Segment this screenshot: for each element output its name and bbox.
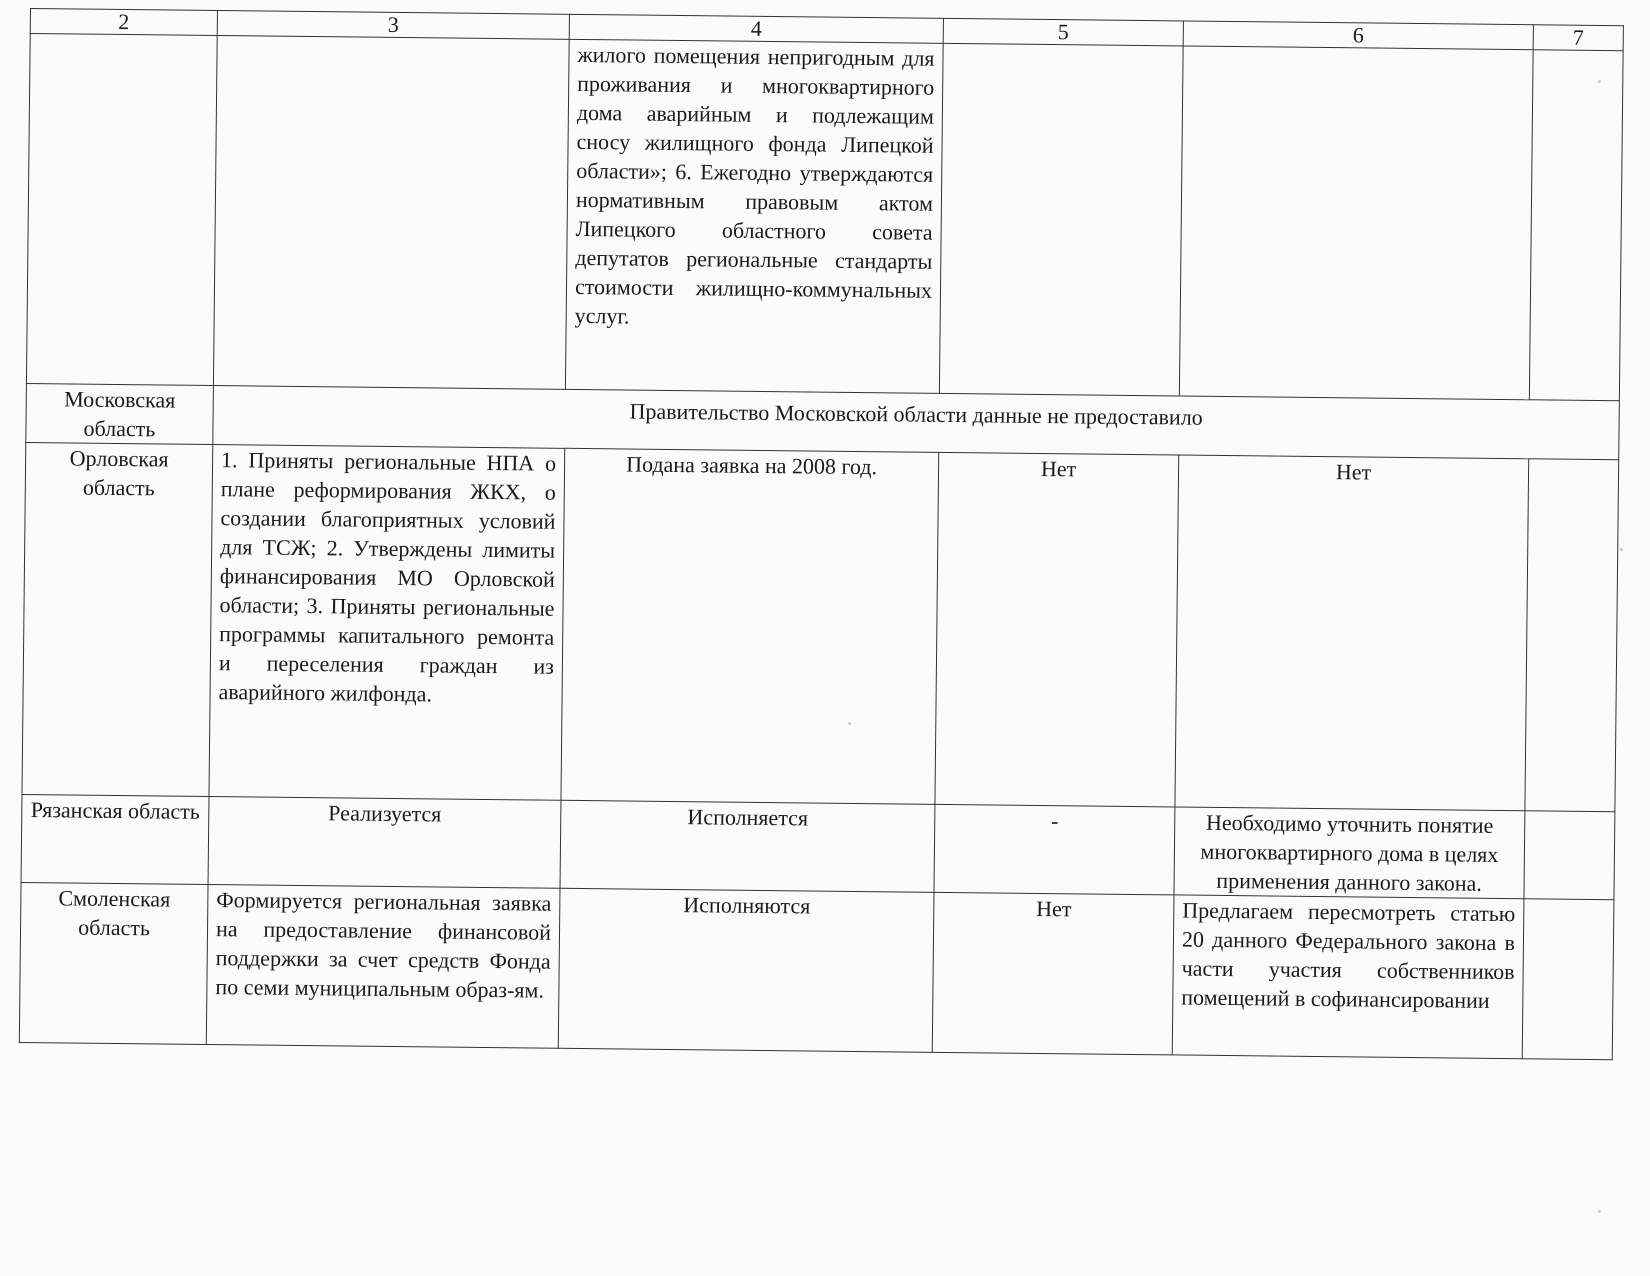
- column-number: 4: [569, 14, 943, 43]
- scan-speck: [1598, 1210, 1601, 1213]
- cell-empty: [1524, 811, 1615, 900]
- column-number: 7: [1533, 25, 1623, 51]
- region-name: Орловская область: [22, 442, 213, 796]
- cell-col5: Нет: [932, 892, 1174, 1055]
- cell-col5: -: [934, 804, 1175, 895]
- column-number: 3: [217, 11, 569, 40]
- cell-measures: Реализуется: [208, 796, 561, 888]
- column-number: 5: [943, 18, 1183, 46]
- cell-status: Исполняется: [560, 800, 935, 892]
- cell-empty: [1522, 899, 1614, 1060]
- table-row-orel: [22, 442, 1619, 811]
- cell-proposals: Предлагаем пересмотреть статью 20 данного Федерального закона в части участия собственников помещений в софинансировании: [1172, 895, 1524, 1059]
- cell-lipetsk-continuation: жилого помещения непригодным для проживания и многоквартирного дома аварийным и подлежащим сносу жилищного фонда Липецкой области»; 6. Ежегодно утверждаются нормативным правовым актом Липецкого областного совета депутатов региональные стандарты стоимости жилищно-коммунальных услуг.: [565, 39, 943, 393]
- cell-proposals: Нет: [1175, 455, 1529, 811]
- cell-empty: [1525, 459, 1619, 812]
- cell-measures: Формируется региональная заявка на предоставление финансовой поддержки за счет средств Фонда по семи муниципальным образ-ям.: [206, 884, 560, 1048]
- table-row-smolensk: [19, 882, 1614, 1059]
- cell-status: Подана заявка на 2008 год.: [561, 448, 939, 804]
- column-number: 6: [1183, 21, 1533, 50]
- region-name: Московская область: [26, 383, 214, 444]
- scan-speck: [1620, 548, 1623, 551]
- cell-empty: [213, 36, 569, 390]
- cell-proposals: Необходимо уточнить понятие многоквартирного дома в целях применения данного закона.: [1174, 807, 1525, 899]
- column-number: 2: [30, 9, 217, 36]
- cell-empty: [26, 34, 217, 386]
- cell-empty: [1179, 46, 1533, 400]
- region-name: Смоленская область: [19, 882, 208, 1044]
- document-sheet: [19, 8, 1624, 1060]
- regions-table: [19, 8, 1624, 1060]
- cell-col5: Нет: [935, 452, 1179, 807]
- moscow-note: Правительство Московской области данные не предоставило: [213, 386, 1620, 460]
- cell-status: Исполняются: [558, 888, 934, 1052]
- region-name: Рязанская область: [21, 794, 209, 884]
- cell-empty: [1529, 50, 1623, 401]
- table-row-ryazan: [21, 794, 1615, 899]
- table-row-continuation: [26, 34, 1623, 401]
- cell-empty: [939, 43, 1183, 396]
- cell-measures: 1. Приняты региональные НПА о плане реформирования ЖКХ, о создании благоприятных условий для ТСЖ; 2. Утверждены лимиты финансирования МО Орловской области; 3. Приняты региональные программы капитального ремонта и переселения граждан из аварийного жилфонда.: [209, 445, 565, 801]
